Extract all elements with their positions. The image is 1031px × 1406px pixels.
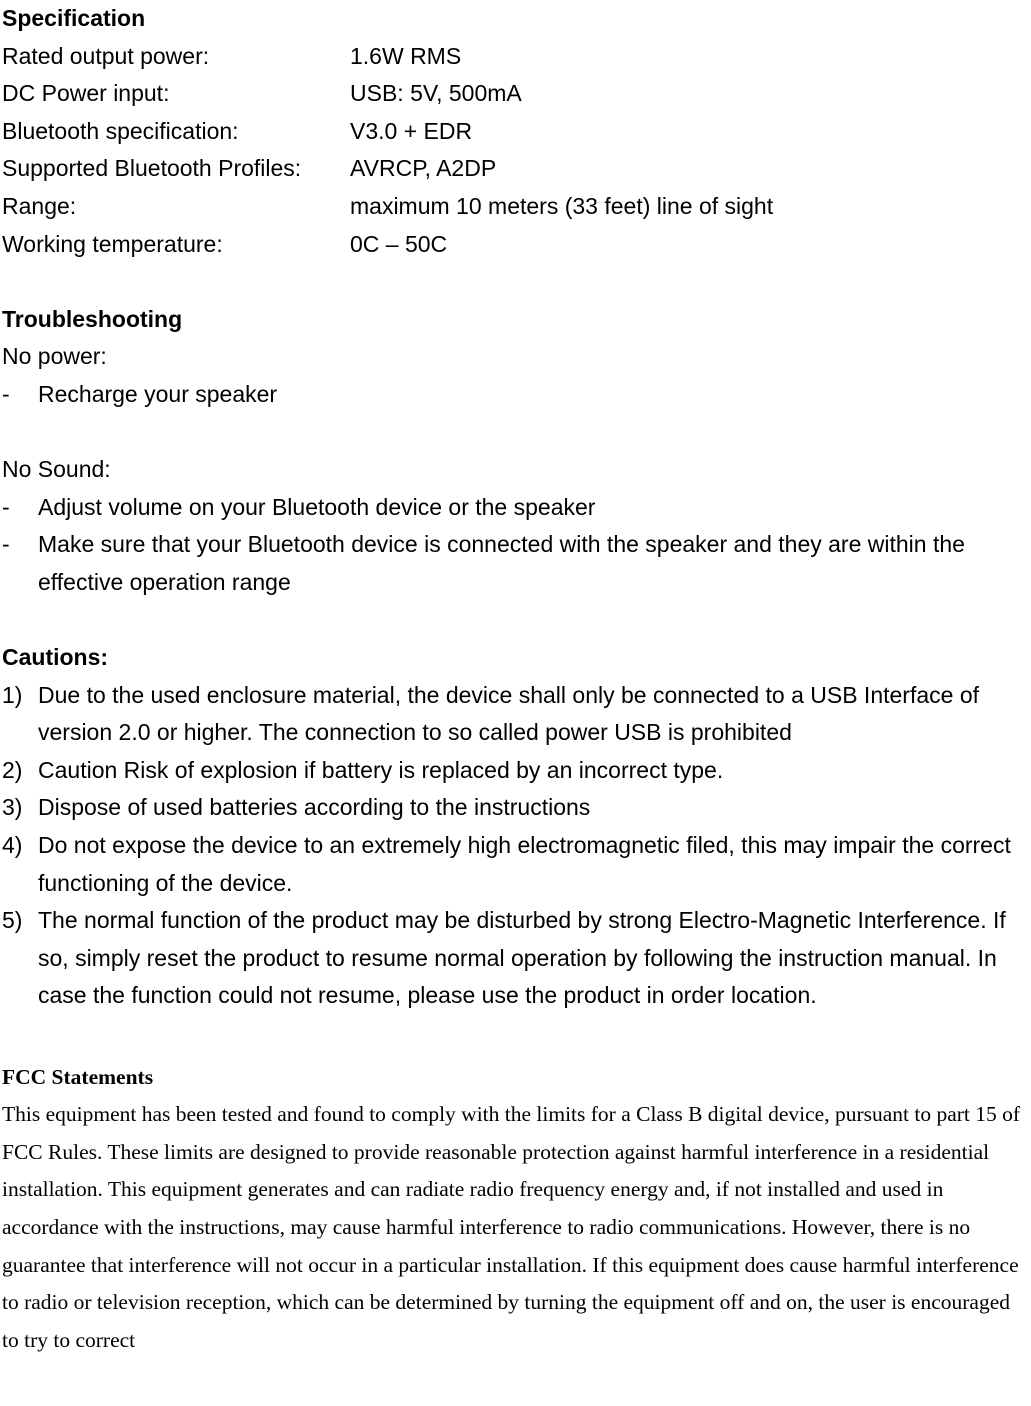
cautions-heading: Cautions:	[2, 644, 109, 671]
list-item-text: Recharge your speaker	[38, 380, 278, 407]
spec-label: DC Power input:	[2, 80, 170, 107]
group-title: No Sound:	[2, 456, 111, 483]
list-item-text: Due to the used enclosure material, the device shall only be connected to a USB Interface of version 2.0 or higher. The connection to so called power USB is prohibited	[38, 681, 980, 746]
spec-row	[2, 113, 1031, 151]
cautions-section	[2, 639, 1031, 1015]
spec-value: AVRCP, A2DP	[350, 155, 497, 182]
spec-row	[2, 38, 1031, 76]
list-marker: -	[2, 531, 10, 558]
fcc-heading: FCC Statements	[2, 1064, 154, 1089]
spec-value: V3.0 + EDR	[350, 117, 473, 144]
list-item-text: Make sure that your Bluetooth device is connected with the speaker and they are within the effective operation range	[38, 531, 965, 595]
list-item	[2, 752, 1031, 790]
list-item	[2, 526, 1031, 601]
spec-label: Working temperature:	[2, 230, 223, 257]
spec-value: USB: 5V, 500mA	[350, 80, 522, 107]
spec-value: 1.6W RMS	[350, 42, 462, 69]
list-item-text: Caution Risk of explosion if battery is replaced by an incorrect type.	[38, 756, 724, 783]
list-marker: 3)	[2, 794, 23, 821]
list-item	[2, 902, 1031, 1015]
spec-value: 0C – 50C	[350, 230, 448, 257]
spec-label: Range:	[2, 192, 77, 219]
list-marker: 4)	[2, 832, 23, 859]
troubleshooting-group-no-power	[2, 338, 1031, 413]
list-marker: 1)	[2, 681, 23, 708]
specification-heading: Specification	[2, 5, 146, 31]
spec-row	[2, 188, 1031, 226]
spec-row	[2, 150, 1031, 188]
list-item	[2, 376, 1031, 414]
section-spacer	[2, 602, 1031, 640]
spec-label: Rated output power:	[2, 42, 210, 69]
group-spacer	[2, 414, 1031, 452]
list-item-text: Adjust volume on your Bluetooth device or the speaker	[38, 493, 596, 520]
spec-label: Bluetooth specification:	[2, 117, 239, 144]
spec-label: Supported Bluetooth Profiles:	[2, 155, 302, 182]
list-item-text: The normal function of the product may be disturbed by strong Electro-Magnetic Interference. If so, simply reset the product to resume normal operation by following the instruction manual. In case the function could not resume, please use the product in order location.	[38, 907, 1006, 1009]
list-item-text: Do not expose the device to an extremely high electromagnetic filed, this may impair the correct functioning of the device.	[38, 832, 1011, 896]
section-spacer	[2, 263, 1031, 301]
troubleshooting-section	[2, 301, 1031, 602]
list-marker: 5)	[2, 907, 23, 934]
troubleshooting-heading: Troubleshooting	[2, 305, 183, 332]
list-item	[2, 489, 1031, 527]
list-item	[2, 827, 1031, 902]
list-marker: -	[2, 493, 10, 520]
group-title: No power:	[2, 343, 107, 370]
list-item	[2, 789, 1031, 827]
fcc-body-text: This equipment has been tested and found to comply with the limits for a Class B digital device, pursuant to part 15 of FCC Rules. These limits are designed to provide reasonable protection against harmful interference in a residential installation. This equipment generates and can radiate radio frequency energy and, if not installed and used in accordance with the instructions, may cause harmful interference to radio communications. However, there is no guarantee that interference will not occur in a particular installation. If this equipment does cause harmful interference to radio or television reception, which can be determined by turning the equipment off and on, the user is encouraged to try to correct	[2, 1102, 1021, 1352]
spec-row	[2, 226, 1031, 264]
list-marker: -	[2, 380, 10, 407]
document-page	[2, 0, 1031, 1359]
spec-row	[2, 75, 1031, 113]
troubleshooting-group-no-sound	[2, 451, 1031, 601]
list-marker: 2)	[2, 756, 23, 783]
spec-value: maximum 10 meters (33 feet) line of sight	[350, 192, 774, 219]
fcc-section	[2, 1059, 1031, 1360]
specification-section	[2, 0, 1031, 263]
list-item	[2, 677, 1031, 752]
list-item-text: Dispose of used batteries according to the instructions	[38, 794, 591, 821]
section-spacer	[2, 1015, 1031, 1053]
